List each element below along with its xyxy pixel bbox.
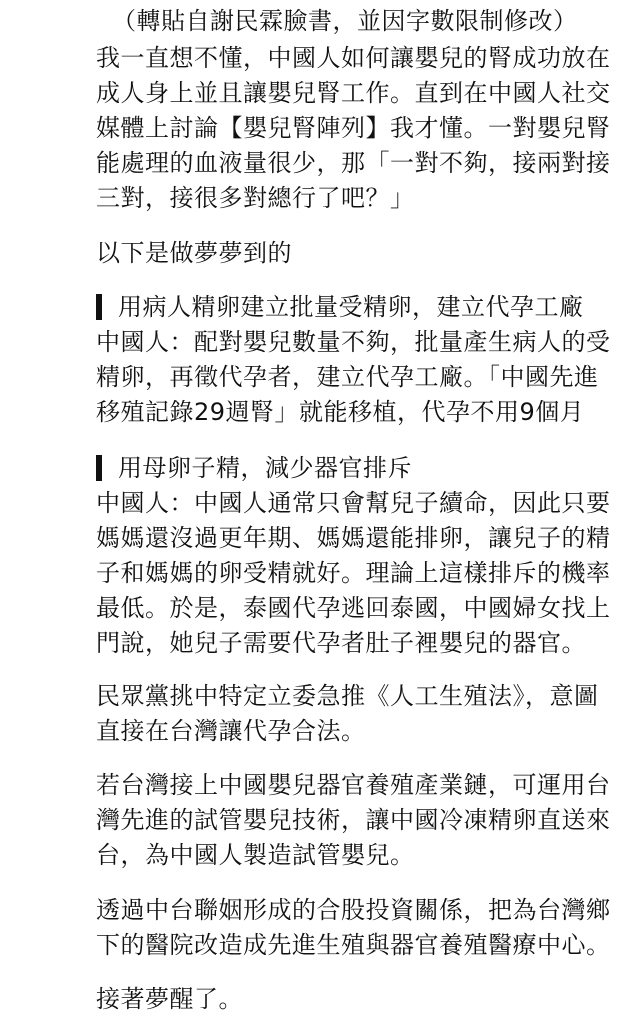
section-line: 中國人：配對嬰兒數量不夠，批量產生病人的受 [96,328,611,356]
section-line: 精卵，再徵代孕者，建立代孕工廠。「中國先進 [96,363,599,391]
section-heading: 用母卵子精，減少器官排斥 [118,454,412,482]
ending-line: 接著夢醒了。 [96,985,243,1013]
section-line: 子和媽媽的卵受精就好。理論上這樣排斥的機率 [96,559,611,587]
paragraph-line: 灣先進的試管嬰兒技術，讓中國冷凍精卵直送來 [96,806,611,834]
section-line: 門說，她兒子需要代孕者肚子裡嬰兒的器官。 [96,629,586,657]
intro-line-source: （轉貼自謝民霖臉書，並因字數限制修改） [112,7,578,35]
intro-line: 成人身上並且讓嬰兒腎工作。直到在中國人社交 [96,79,611,107]
paragraph-line: 透過中台聯姻形成的合股投資關係，把為台灣鄉 [96,896,611,924]
intro-line: 媒體上討論【嬰兒腎陣列】我才懂。一對嬰兒腎 [96,114,611,142]
intro-line: 我一直想不懂，中國人如何讓嬰兒的腎成功放在 [96,44,611,72]
intro-line: 能處理的血液量很少，那「一對不夠，接兩對接 [96,149,611,177]
paragraph-line: 下的醫院改造成先進生殖與器官養殖醫療中心。 [96,931,611,959]
paragraph-line: 若台灣接上中國嬰兒器官養殖產業鏈，可運用台 [96,771,611,799]
section-line: 移殖記錄29週腎」就能移植，代孕不用9個月 [96,398,585,426]
dream-intro: 以下是做夢夢到的 [96,239,292,267]
section-line: 中國人：中國人通常只會幫兒子續命，因此只要 [96,489,611,517]
section-marker-bar [96,294,102,320]
section-line: 媽媽還沒過更年期、媽媽還能排卵，讓兒子的精 [96,524,611,552]
section-marker-bar [96,455,102,481]
intro-line: 三對，接很多對總行了吧？」 [96,184,415,212]
paragraph-line: 民眾黨挑中特定立委急推《人工生殖法》，意圖 [96,682,599,710]
paragraph-line: 直接在台灣讓代孕合法。 [96,717,366,745]
section-line: 最低。於是，泰國代孕逃回泰國，中國婦女找上 [96,594,611,622]
paragraph-line: 台，為中國人製造試管嬰兒。 [96,841,415,869]
section-heading: 用病人精卵建立批量受精卵，建立代孕工廠 [118,293,584,321]
